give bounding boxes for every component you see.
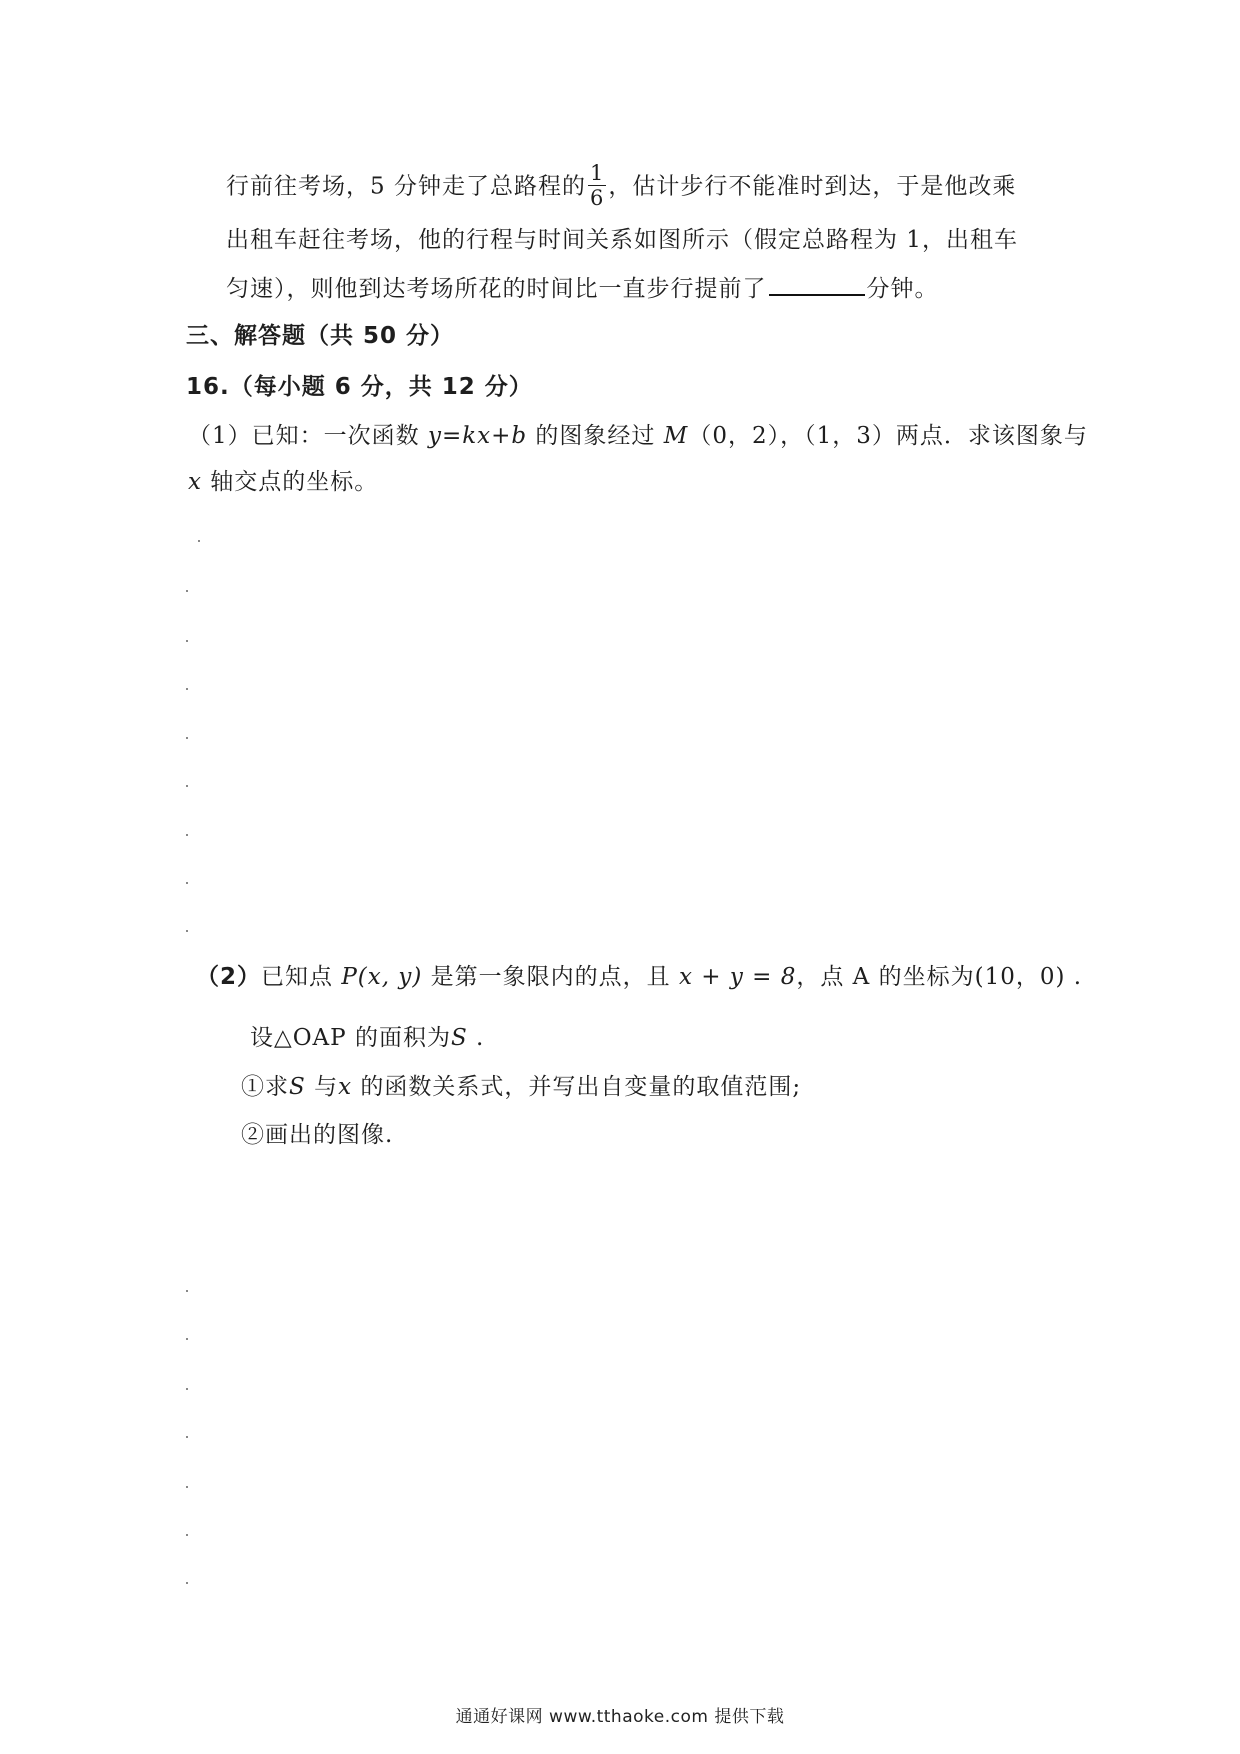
margin-dot [186,1388,188,1390]
text: （1）已知：一次函数 [188,423,428,449]
text: ②画出的图像. [241,1122,394,1148]
footer-text: 通通好课网 www.tthaoke.com 提供下载 [455,1707,785,1727]
text: 设△OAP 的面积为 [250,1025,451,1051]
problem-16-part-2-line-4 [241,1120,393,1150]
margin-dot [186,834,188,836]
text: 出租车赶往考场，他的行程与时间关系如图所示（假定总路程为 1，出租车 [226,227,1018,253]
margin-dot [186,1338,188,1340]
equation: x + y = 8 [678,964,797,990]
margin-dot [186,688,188,690]
problem-15-line-1 [226,163,1016,212]
problem-15-line-2 [226,225,1018,255]
fraction-numerator: 1 [589,161,605,185]
margin-dot [186,1486,188,1488]
text: 已知点 [261,964,342,990]
page-footer [0,1702,1240,1727]
text: 行前往考场，5 分钟走了总路程的 [226,173,586,200]
text: 与 [305,1074,339,1100]
text: ①求 [241,1074,289,1100]
problem-16-header [186,372,533,402]
point-expression: P(x, y) [341,964,423,990]
margin-dot [186,737,188,739]
variable: S [289,1074,306,1100]
problem-15-line-3 [226,272,939,304]
text: 16.（每小题 6 分，共 12 分） [186,374,533,400]
answer-blank [769,272,865,296]
margin-dot [186,1582,188,1584]
text: （0，2），（1，3）两点．求该图象与 [688,423,1088,449]
margin-dot [198,540,200,542]
text: 的图象经过 [527,423,664,449]
text: 匀速），则他到达考场所花的时间比一直步行提前了 [226,276,767,302]
margin-dot [186,785,188,787]
problem-16-part-2-line-3 [241,1072,801,1102]
margin-dot [186,930,188,932]
problem-16-part-2-line-2 [250,1023,484,1053]
margin-dot [186,882,188,884]
text: 的函数关系式，并写出自变量的取值范围; [352,1074,802,1100]
variable: x [338,1074,353,1100]
text: 轴交点的坐标。 [201,469,379,495]
text: 是第一象限内的点，且 [422,964,679,990]
point-label: M [663,423,689,449]
part-label: （2） [196,964,262,990]
fraction-one-sixth [588,161,606,210]
margin-dot [186,1436,188,1438]
problem-16-part-1-line-1 [188,421,1088,451]
variable: x [188,469,202,495]
text: 三、解答题（共 50 分） [186,323,455,349]
problem-16-part-2-line-1 [196,962,1082,992]
variable: S [450,1025,468,1051]
margin-dot [186,640,188,642]
margin-dot [186,1290,188,1292]
fraction-denominator: 6 [589,186,605,210]
section-3-title [186,321,454,351]
text: ，点 A 的坐标为(10，0) . [796,964,1083,990]
problem-16-part-1-line-2 [188,467,378,497]
text: . [467,1025,485,1051]
text: 分钟。 [866,276,939,302]
equation: y=kx+b [427,423,528,449]
margin-dot [186,590,188,592]
margin-dot [186,1534,188,1536]
text: ，估计步行不能准时到达，于是他改乘 [608,173,1017,200]
